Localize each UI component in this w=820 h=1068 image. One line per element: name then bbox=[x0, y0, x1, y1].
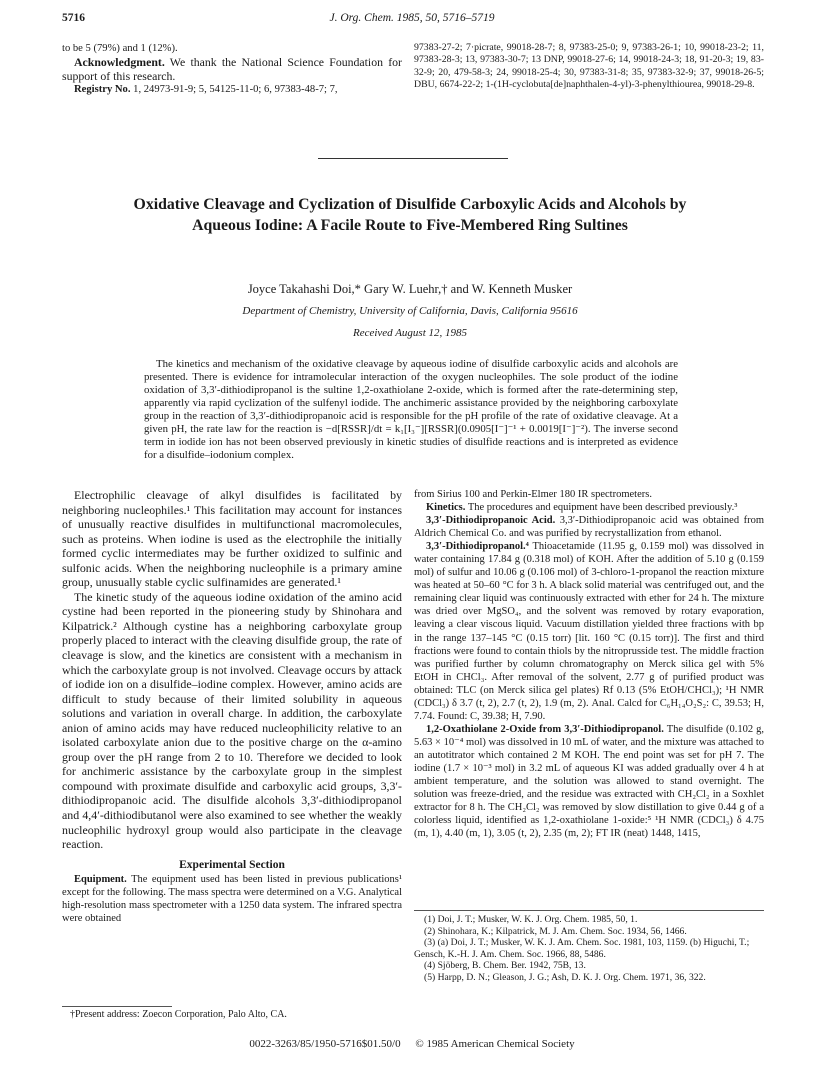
left-column bbox=[62, 488, 402, 925]
article-affiliation: Department of Chemistry, University of California, Davis, California 95616 bbox=[242, 305, 578, 317]
section-divider bbox=[318, 158, 508, 159]
acid-paragraph bbox=[414, 514, 764, 540]
acknowledgment-heading: Acknowledgment. bbox=[74, 55, 165, 70]
ir-continuation: from Sirius 100 and Perkin-Elmer 180 IR spectrometers. bbox=[414, 489, 652, 500]
yield-line: to be 5 (79%) and 1 (12%). bbox=[62, 43, 178, 54]
acknowledgment bbox=[62, 55, 402, 83]
oxathiolane-heading: 1,2-Oxathiolane 2-Oxide from 3,3′-Dithiodipropanol. bbox=[426, 723, 664, 735]
oxathiolane-paragraph bbox=[414, 723, 764, 840]
previous-article-end bbox=[62, 42, 402, 97]
article-abstract: The kinetics and mechanism of the oxidative cleavage by aqueous iodine of disulfide carboxylic acids and alcohols are presented. There is evidence for intramolecular interaction of the oxygen nucleophiles. The sole product of the iodine oxidation of 3,3′-dithiodipropanol is the sultine 1,2-oxathiolane 2-oxide, which is formed after the rate-determining step, apparently via rapid cyclization of the sulfenyl iodide. The anchimeric assistance provided by the neighboring carboxylate group in the reaction of 3,3′-dithiodipropanoic acid is responsible for the pH profile of the rate of oxidative cleavage. At a given pH, the rate law for the reaction is −d[RSSR]/dt = k₁[I₃⁻][RSSR](0.0905[I⁻]⁻¹ + 0.0019[I⁻]⁻²). The inverse second term in iodide ion has not been observed previously in kinetic studies of disulfide reactions and is interpreted as evidence for a disulfide–iodonium complex. bbox=[144, 358, 678, 461]
references-list bbox=[414, 914, 764, 984]
reference-item: (1) Doi, J. T.; Musker, W. K. J. Org. Chem. 1985, 50, 1. bbox=[424, 914, 638, 925]
copyright-notice: © 1985 American Chemical Society bbox=[415, 1038, 575, 1050]
registry-continued: 97383-27-2; 7·picrate, 99018-28-7; 8, 97383-25-0; 9, 97383-26-1; 10, 99018-23-2; 11, 97383-28-3; 13, 97383-30-7; 13 DNP, 99018-27-6; 14, 99018-24-3; 18, 91-20-3; 19, 83-32-9; 20, 479-58-3; 24, 99018-25-4; 30, 97383-31-8; 35, 97383-32-9; 37, 99018-26-5; DBU, 6674-22-2; 1-(1H-cyclobuta[de]naphthalen-4-yl)-3-phenylthiourea, 99018-29-8. bbox=[414, 42, 764, 90]
equipment-text: The equipment used has been listed in previous publications¹ except for the following. The mass spectra were determined on a V.G. Analytical high-resolution mass spectrometer with a 1250 data system. The infrared spectra were obtained bbox=[62, 874, 403, 924]
intro-paragraph-1: Electrophilic cleavage of alkyl disulfides is facilitated by neighboring nucleophiles.¹ This facilitation may account for instances of unusually reactive disulfides in multifunctional macromolecules, such as proteins. When iodine is used as the electrophile the initially formed cyclic intermediates may be further oxidized to sulfinic and sulfonic acids. When the neighboring nucleophile is a primary amine group, unusually stable cyclic sulfinamides are generated.¹ bbox=[62, 488, 402, 590]
experimental-heading: Experimental Section bbox=[179, 858, 285, 871]
running-header bbox=[62, 12, 762, 28]
reference-item: (5) Harpp, D. N.; Gleason, J. G.; Ash, D. K. J. Org. Chem. 1971, 36, 322. bbox=[424, 971, 706, 983]
article-authors: Joyce Takahashi Doi,* Gary W. Luehr,† and W. Kenneth Musker bbox=[247, 282, 573, 296]
registry-heading: Registry No. bbox=[74, 84, 131, 96]
footnote-rule bbox=[62, 1006, 172, 1007]
registry-numbers bbox=[62, 83, 402, 96]
equipment-heading: Equipment. bbox=[74, 874, 127, 886]
registry-text: 1, 24973-91-9; 5, 54125-11-0; 6, 97383-48-7; 7, bbox=[133, 84, 338, 96]
reference-item: (4) Sjöberg, B. Chem. Ber. 1942, 75B, 13. bbox=[424, 960, 586, 972]
reference-item: (2) Shinohara, K.; Kilpatrick, M. J. Am. Chem. Soc. 1934, 56, 1466. bbox=[424, 925, 687, 937]
acknowledgment-text: We thank the National Science Foundation for support of this research. bbox=[62, 55, 402, 84]
journal-citation: J. Org. Chem. 1985, 50, 5716–5719 bbox=[329, 12, 495, 24]
propanol-paragraph bbox=[414, 540, 764, 723]
kinetics-paragraph bbox=[414, 501, 764, 514]
received-date: Received August 12, 1985 bbox=[352, 327, 468, 339]
page-number: 5716 bbox=[62, 12, 85, 24]
acid-heading: 3,3′-Dithiodipropanoic Acid. bbox=[426, 515, 556, 527]
equipment-paragraph bbox=[62, 874, 402, 925]
oxathiolane-text: The disulfide (0.102 g, 5.63 × 10⁻⁴ mol) was dissolved in 10 mL of water, and the mixture was attached to an autotitrator which contained 2 M KOH. The end point was set for pH 7. The iodine (1.7 × 10⁻³ mol) in 3.2 mL of aqueous KI was added gradually over 4 h at ambient temperature, and the solution was allowed to stand overnight. The solution was freeze-dried, and the residue was extracted with CH₂Cl₂ in a Soxhlet extractor for 8 h. The CH₂Cl₂ was removed by slow distillation to give 0.44 g of a colorless liquid, identified as 1,2-oxathiolane 1-oxide:⁵ ¹H NMR (CDCl₃) δ 4.75 (m, 1), 4.40 (m, 1), 3.05 (t, 2), 2.35 (m, 2); FT IR (neat) 1448, 1415, bbox=[414, 723, 765, 840]
article-title: Oxidative Cleavage and Cyclization of Disulfide Carboxylic Acids and Alcohols by Aqueous Iodine: A Facile Route to Five-Membered Ring Sultines bbox=[133, 196, 687, 234]
kinetics-text: The procedures and equipment have been described previously.³ bbox=[467, 502, 738, 514]
propanol-text: Thioacetamide (11.95 g, 0.159 mol) was dissolved in water containing 17.84 g (0.318 mol) of KOH. After the addition of 5.10 g (0.159 mol) of sulfur and 10.06 g (0.106 mol) of 3-chloro-1-propanol the reaction mixture was heated at 50–60 °C for 3 h. A black solid material was centrifuged out, and the remaining clear liquid was continuously extracted with ether for 24 h. The mixture was dried over MgSO₄, and the solvent was removed by rotary evaporation, leaving a clear viscous liquid. Vacuum distillation yielded three fractions with bp in the range 137–145 °C (0.15 torr) [lit. 160 °C (0.15 torr)]. The first and third fractions were found to contain thiols by the nitroprusside test. The middle fraction was purified further by column chromatography on Merck silica gel with 5% EtOH in CHCl₃. After removal of the solvent, 2.77 g of purified product was obtained: TLC (on Merck silica gel plates) Rf 0.13 (5% EtOH/CHCl₃); ¹H NMR (CDCl₃) δ 3.7 (t, 2), 2.7 (t, 2), 1.9 (m, 2). Anal. Calcd for C₆H₁₄O₂S₂: C, 39.53; H, 7.74. Found: C, 39.38; H, 7.90. bbox=[414, 541, 764, 722]
author-footnote: †Present address: Zoecon Corporation, Palo Alto, CA. bbox=[70, 1009, 287, 1020]
acid-text: 3,3′-Dithiodipropanoic acid was obtained from Aldrich Chemical Co. and was purified by recrystallization from ethanol. bbox=[414, 515, 764, 540]
propanol-heading: 3,3′-Dithiodipropanol.⁴ bbox=[426, 541, 529, 553]
reference-item: (3) (a) Doi, J. T.; Musker, W. K. J. Am. Chem. Soc. 1981, 103, 1159. (b) Higuchi, T.; Gensch, K.-H. J. Am. Chem. Soc. 1966, 88, 5486. bbox=[414, 937, 750, 960]
page-footer bbox=[62, 1038, 762, 1050]
article-code: 0022-3263/85/1950-5716$01.50/0 bbox=[249, 1038, 401, 1050]
kinetics-heading: Kinetics. bbox=[426, 502, 466, 514]
intro-paragraph-2: The kinetic study of the aqueous iodine oxidation of the amino acid cystine had been reported in the pioneering study by Shinohara and Kilpatrick.² Although cystine has a neighboring carboxylate group properly placed to interact with the cleaving disulfide group, the rate of cleavage is slow, and the kinetics are consistent with a mechanism in which the carboxylate group is not involved. Cleavage occurs by attack of iodide ion on a disulfide–iodine complex. However, amino acids are difficult to study because of their limited solubility in aqueous solutions and variation in overall charge. In addition, the carboxylate anion of amino acids may have reduced nucleophilicity relative to an isolated carboxylate anion due to the positive charge on the α-amino group over the pH range from 2 to 10. Therefore we decided to look for anchimeric assistance by the carboxylate group in the simplest compound with proximate disulfide and carboxylic acid groups, 3,3′-dithiodipropanoic acid. The disulfide alcohols 3,3′-dithiodipropanol and 4,4′-dithiodibutanol were also examined to see whether the weakly nucleophilic hydroxyl group would also participate in the cleavage reaction. bbox=[62, 589, 402, 852]
references-rule bbox=[414, 910, 764, 911]
right-column bbox=[414, 488, 764, 840]
